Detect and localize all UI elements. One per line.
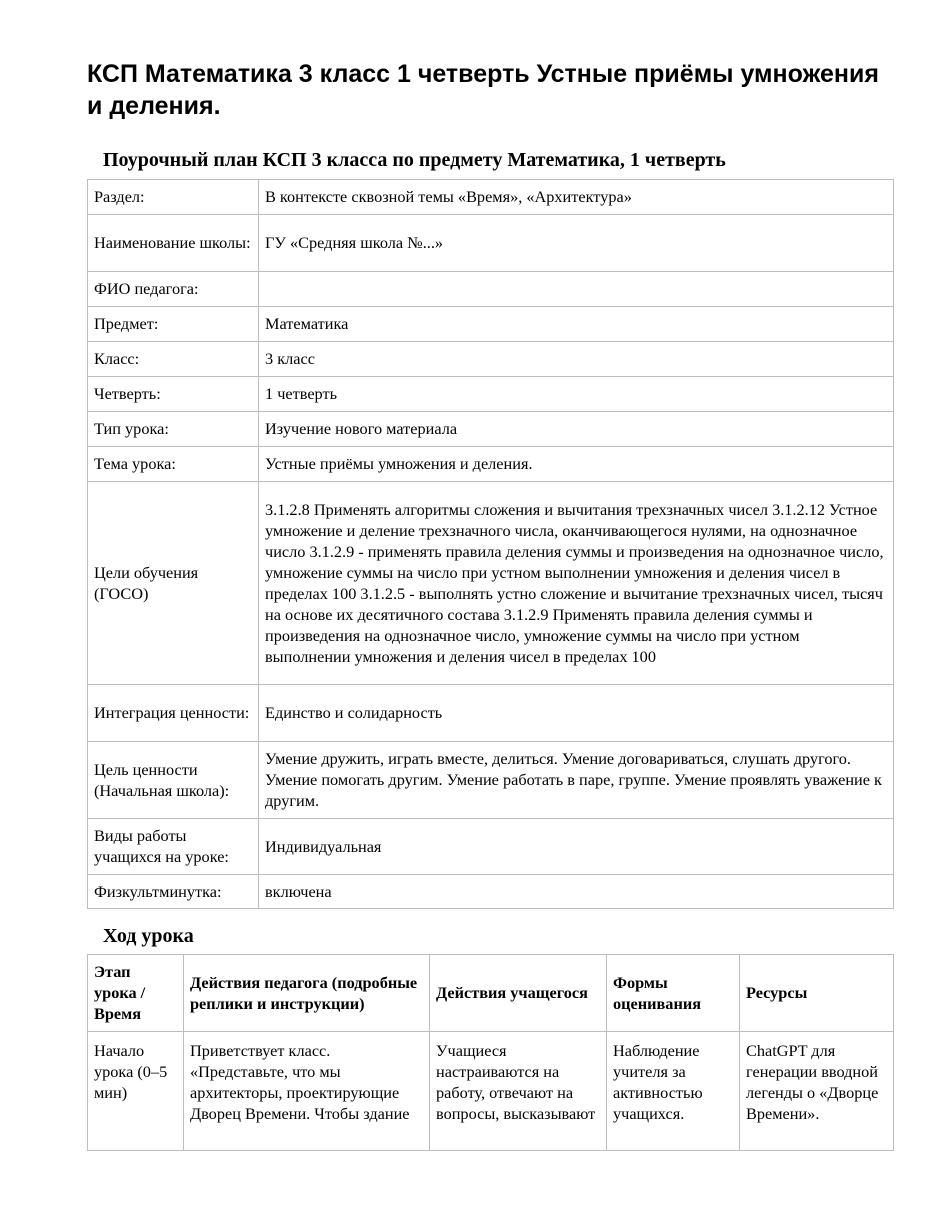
- col-header-student-actions: Действия учащегося: [430, 955, 607, 1032]
- col-header-stage: Этап урока / Время: [88, 955, 184, 1032]
- info-value: Единство и солидарность: [259, 685, 894, 742]
- info-row-teacher: [88, 272, 894, 307]
- table-row: [88, 1032, 894, 1151]
- info-row-lesson-type: [88, 412, 894, 447]
- info-label: Четверть:: [88, 377, 259, 412]
- info-value: включена: [259, 875, 894, 909]
- info-value: Изучение нового материала: [259, 412, 894, 447]
- lesson-header-row: [88, 955, 894, 1032]
- info-label: ФИО педагога:: [88, 272, 259, 307]
- info-row-section: [88, 180, 894, 215]
- info-value: Индивидуальная: [259, 819, 894, 875]
- info-label: Тип урока:: [88, 412, 259, 447]
- info-row-quarter: [88, 377, 894, 412]
- info-label: Виды работы учащихся на уроке:: [88, 819, 259, 875]
- teacher-actions-cell: Приветствует класс. «Представьте, что мы архитекторы, проектирующие Дворец Времени. Чтобы здание: [184, 1032, 430, 1151]
- lesson-info-table: [87, 179, 894, 909]
- col-header-assessment: Формы оценивания: [607, 955, 740, 1032]
- assessment-cell: Наблюдение учителя за активностью учащихся.: [607, 1032, 740, 1151]
- info-label: Предмет:: [88, 307, 259, 342]
- col-header-teacher-actions: Действия педагога (подробные реплики и инструкции): [184, 955, 430, 1032]
- info-label: Наименование школы:: [88, 215, 259, 272]
- student-actions-cell: Учащиеся настраиваются на работу, отвечают на вопросы, высказывают: [430, 1032, 607, 1151]
- info-label: Тема урока:: [88, 447, 259, 482]
- info-value: Устные приёмы умножения и деления.: [259, 447, 894, 482]
- info-value: 1 четверть: [259, 377, 894, 412]
- info-value: Математика: [259, 307, 894, 342]
- info-value: 3.1.2.8 Применять алгоритмы сложения и вычитания трехзначных чисел 3.1.2.12 Устное умножение и деление трехзначного числа, оканчивающегося нулями, на однозначное число 3.1.2.9 - применять правила деления суммы и произведения на однозначное число, умножение суммы на число при устном выполнении умножения и деления чисел в пределах 100 3.1.2.5 - выполнять устно сложение и вычитание трехзначных чисел, тысяч на основе их десятичного состава 3.1.2.9 Применять правила деления суммы и произведения на однозначное число, умножение суммы на число при устном выполнении умножения и деления чисел в пределах 100: [259, 482, 894, 685]
- resources-cell: ChatGPT для генерации вводной легенды о «Дворце Времени».: [740, 1032, 894, 1151]
- info-row-subject: [88, 307, 894, 342]
- lesson-heading: Ход урока: [103, 925, 194, 947]
- info-label: Интеграция ценности:: [88, 685, 259, 742]
- info-value: 3 класс: [259, 342, 894, 377]
- info-value: ГУ «Средняя школа №...»: [259, 215, 894, 272]
- info-label: Физкультминутка:: [88, 875, 259, 909]
- info-row-physical-break: [88, 875, 894, 909]
- info-row-lesson-topic: [88, 447, 894, 482]
- info-label: Цели обучения (ГОСО): [88, 482, 259, 685]
- stage-cell: Начало урока (0–5 мин): [88, 1032, 184, 1151]
- info-value: [259, 272, 894, 307]
- info-value: В контексте сквозной темы «Время», «Архитектура»: [259, 180, 894, 215]
- info-row-school: [88, 215, 894, 272]
- plan-heading: Поурочный план КСП 3 класса по предмету Математика, 1 четверть: [103, 149, 726, 171]
- info-label: Класс:: [88, 342, 259, 377]
- info-row-learning-goals: [88, 482, 894, 685]
- info-value: Умение дружить, играть вместе, делиться. Умение договариваться, слушать другого. Умение помогать другим. Умение работать в паре, группе. Умение проявлять уважение к другим.: [259, 742, 894, 819]
- col-header-resources: Ресурсы: [740, 955, 894, 1032]
- info-row-class: [88, 342, 894, 377]
- document-title: КСП Математика 3 класс 1 четверть Устные приёмы умножения и деления.: [87, 60, 879, 120]
- info-row-value-goal: [88, 742, 894, 819]
- lesson-flow-table: [87, 954, 894, 1151]
- info-row-work-types: [88, 819, 894, 875]
- info-label: Цель ценности (Начальная школа):: [88, 742, 259, 819]
- info-row-value-integration: [88, 685, 894, 742]
- info-label: Раздел:: [88, 180, 259, 215]
